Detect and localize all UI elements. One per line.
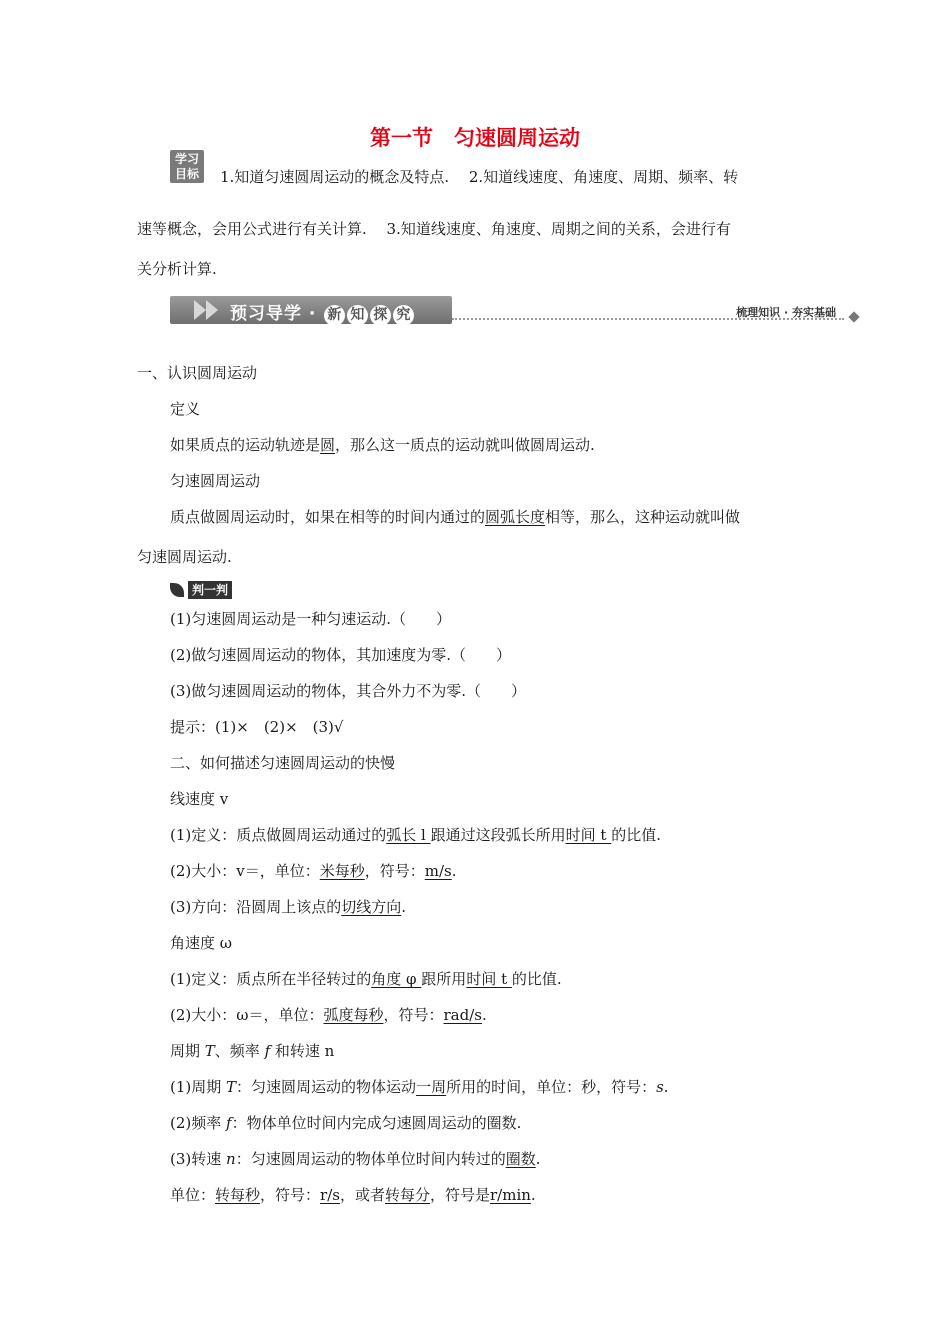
judge-label: 判一判 xyxy=(188,581,232,599)
answer-blank: r/min xyxy=(490,1186,531,1204)
learning-goals-badge xyxy=(170,150,204,183)
angular-velocity-magnitude xyxy=(170,1004,487,1025)
section-banner xyxy=(170,296,860,326)
text: (3)方向：沿圆周上该点的 xyxy=(170,898,342,916)
answer-blank: 圆弧长度 xyxy=(485,508,546,526)
symbol: s xyxy=(656,1078,664,1096)
text: ，符号是 xyxy=(430,1186,491,1204)
banner-subtitle: 梳理知识 · 夯实基础 xyxy=(736,306,836,319)
answer-blank: 圆 xyxy=(320,436,336,454)
text: (1)定义：质点所在半径转过的 xyxy=(170,970,372,988)
banner-left-text: 预习导学 · xyxy=(230,304,317,324)
banner-highlight-2: 知 xyxy=(347,305,368,326)
banner-box xyxy=(170,296,452,324)
text: 如果质点的运动轨迹是 xyxy=(170,436,321,454)
banner-highlight-1: 新 xyxy=(324,305,345,326)
page-title: 第一节 匀速圆周运动 xyxy=(370,126,580,150)
definition-title: 定义 xyxy=(170,400,201,418)
text: ：匀速圆周运动的物体单位时间内转过的 xyxy=(235,1150,506,1168)
text: ，符号： xyxy=(383,1006,444,1024)
text: (2)大小：v＝，单位： xyxy=(170,862,320,880)
ucm-text-line-2: 匀速圆周运动. xyxy=(137,548,232,566)
banner-highlight-4: 究 xyxy=(393,305,414,326)
banner-title xyxy=(230,299,415,326)
text: 的比值. xyxy=(511,970,562,988)
text: 、频率 xyxy=(214,1042,265,1060)
symbol: f xyxy=(226,1114,232,1132)
velocity-title: 线速度 v xyxy=(170,790,229,808)
text: . xyxy=(663,1078,669,1096)
answer-blank: 弧长 l xyxy=(386,826,431,844)
text: 单位： xyxy=(170,1186,216,1204)
banner-highlight-3: 探 xyxy=(370,305,391,326)
answer-blank: 米每秒 xyxy=(319,862,365,880)
answer-blank: 圈数 xyxy=(505,1150,536,1168)
text: . xyxy=(535,1150,541,1168)
angular-velocity-definition xyxy=(170,968,562,989)
answer-blank: 切线方向 xyxy=(341,898,402,916)
text: ：匀速圆周运动的物体运动 xyxy=(236,1078,417,1096)
ucm-title: 匀速圆周运动 xyxy=(170,472,261,490)
answer-blank: rad/s xyxy=(443,1006,482,1024)
answer-blank: 一周 xyxy=(416,1078,447,1096)
symbol: f xyxy=(264,1042,271,1060)
text: 周期 xyxy=(170,1042,205,1060)
goals-line-2: 速等概念，会用公式进行有关计算. 3.知道线速度、角速度、周期之间的关系，会进行有 xyxy=(137,220,731,238)
goals-line-3: 关分析计算. xyxy=(137,260,217,278)
text: (1)周期 xyxy=(170,1078,227,1096)
answer-blank: 时间 t xyxy=(565,826,612,844)
period-title xyxy=(170,1040,334,1061)
velocity-direction xyxy=(170,896,406,917)
ucm-text xyxy=(170,506,740,527)
text: ，符号： xyxy=(260,1186,321,1204)
symbol: T xyxy=(204,1042,215,1060)
velocity-magnitude xyxy=(170,860,457,881)
answer-blank: m/s xyxy=(424,862,452,880)
text: (3)转速 xyxy=(170,1150,227,1168)
judge-question-2: (2)做匀速圆周运动的物体，其加速度为零.（ ） xyxy=(170,646,512,664)
answer-blank: r/s xyxy=(320,1186,340,1204)
section1-heading: 一、认识圆周运动 xyxy=(137,364,258,382)
text: (2)大小：ω＝，单位： xyxy=(170,1006,324,1024)
frequency-definition xyxy=(170,1112,521,1133)
symbol: T xyxy=(226,1078,237,1096)
rotational-speed-units xyxy=(170,1184,536,1205)
text: 所用的时间，单位：秒，符号： xyxy=(446,1078,657,1096)
text: . xyxy=(530,1186,536,1204)
text: 相等，那么，这种运动就叫做 xyxy=(545,508,741,526)
judge-hint: 提示：(1)× (2)× (3)√ xyxy=(170,718,344,736)
text: ，那么这一质点的运动就叫做圆周运动. xyxy=(335,436,595,454)
text: ，或者 xyxy=(339,1186,385,1204)
judge-question-1: (1)匀速圆周运动是一种匀速运动.（ ） xyxy=(170,610,452,628)
goals-line-1: 1.知道匀速圆周运动的概念及特点. 2.知道线速度、角速度、周期、频率、转 xyxy=(220,168,739,186)
section2-heading: 二、如何描述匀速圆周运动的快慢 xyxy=(170,754,396,772)
text: 跟所用 xyxy=(421,970,467,988)
text: (2)频率 xyxy=(170,1114,227,1132)
definition-text xyxy=(170,434,595,455)
answer-blank: 转每秒 xyxy=(215,1186,261,1204)
judge-question-3: (3)做匀速圆周运动的物体，其合外力不为零.（ ） xyxy=(170,682,527,700)
text: 的比值. xyxy=(611,826,661,844)
velocity-definition xyxy=(170,824,661,845)
angular-velocity-title: 角速度 ω xyxy=(170,934,232,952)
diamond-icon xyxy=(848,311,859,322)
text: . xyxy=(451,862,457,880)
leaf-icon xyxy=(170,583,184,597)
answer-blank: 时间 t xyxy=(466,970,512,988)
text: 质点做圆周运动时，如果在相等的时间内通过的 xyxy=(170,508,486,526)
badge-bottom-text: 目标 xyxy=(174,167,199,181)
badge-top-text: 学习 xyxy=(174,152,199,166)
chevron-right-icon xyxy=(194,300,206,320)
text: ：物体单位时间内完成匀速圆周运动的圈数. xyxy=(231,1114,522,1132)
text: . xyxy=(481,1006,487,1024)
text: . xyxy=(401,898,407,916)
answer-blank: 转每分 xyxy=(384,1186,430,1204)
period-definition xyxy=(170,1076,669,1097)
text: 和转速 n xyxy=(270,1042,335,1060)
rotational-speed-definition xyxy=(170,1148,541,1169)
answer-blank: 弧度每秒 xyxy=(323,1006,384,1024)
chevron-right-icon xyxy=(206,300,218,320)
text: 跟通过这段弧长所用 xyxy=(430,826,566,844)
symbol: n xyxy=(226,1150,236,1168)
text: (1)定义：质点做圆周运动通过的 xyxy=(170,826,387,844)
text: ，符号： xyxy=(364,862,425,880)
answer-blank: 角度 φ xyxy=(371,970,422,988)
